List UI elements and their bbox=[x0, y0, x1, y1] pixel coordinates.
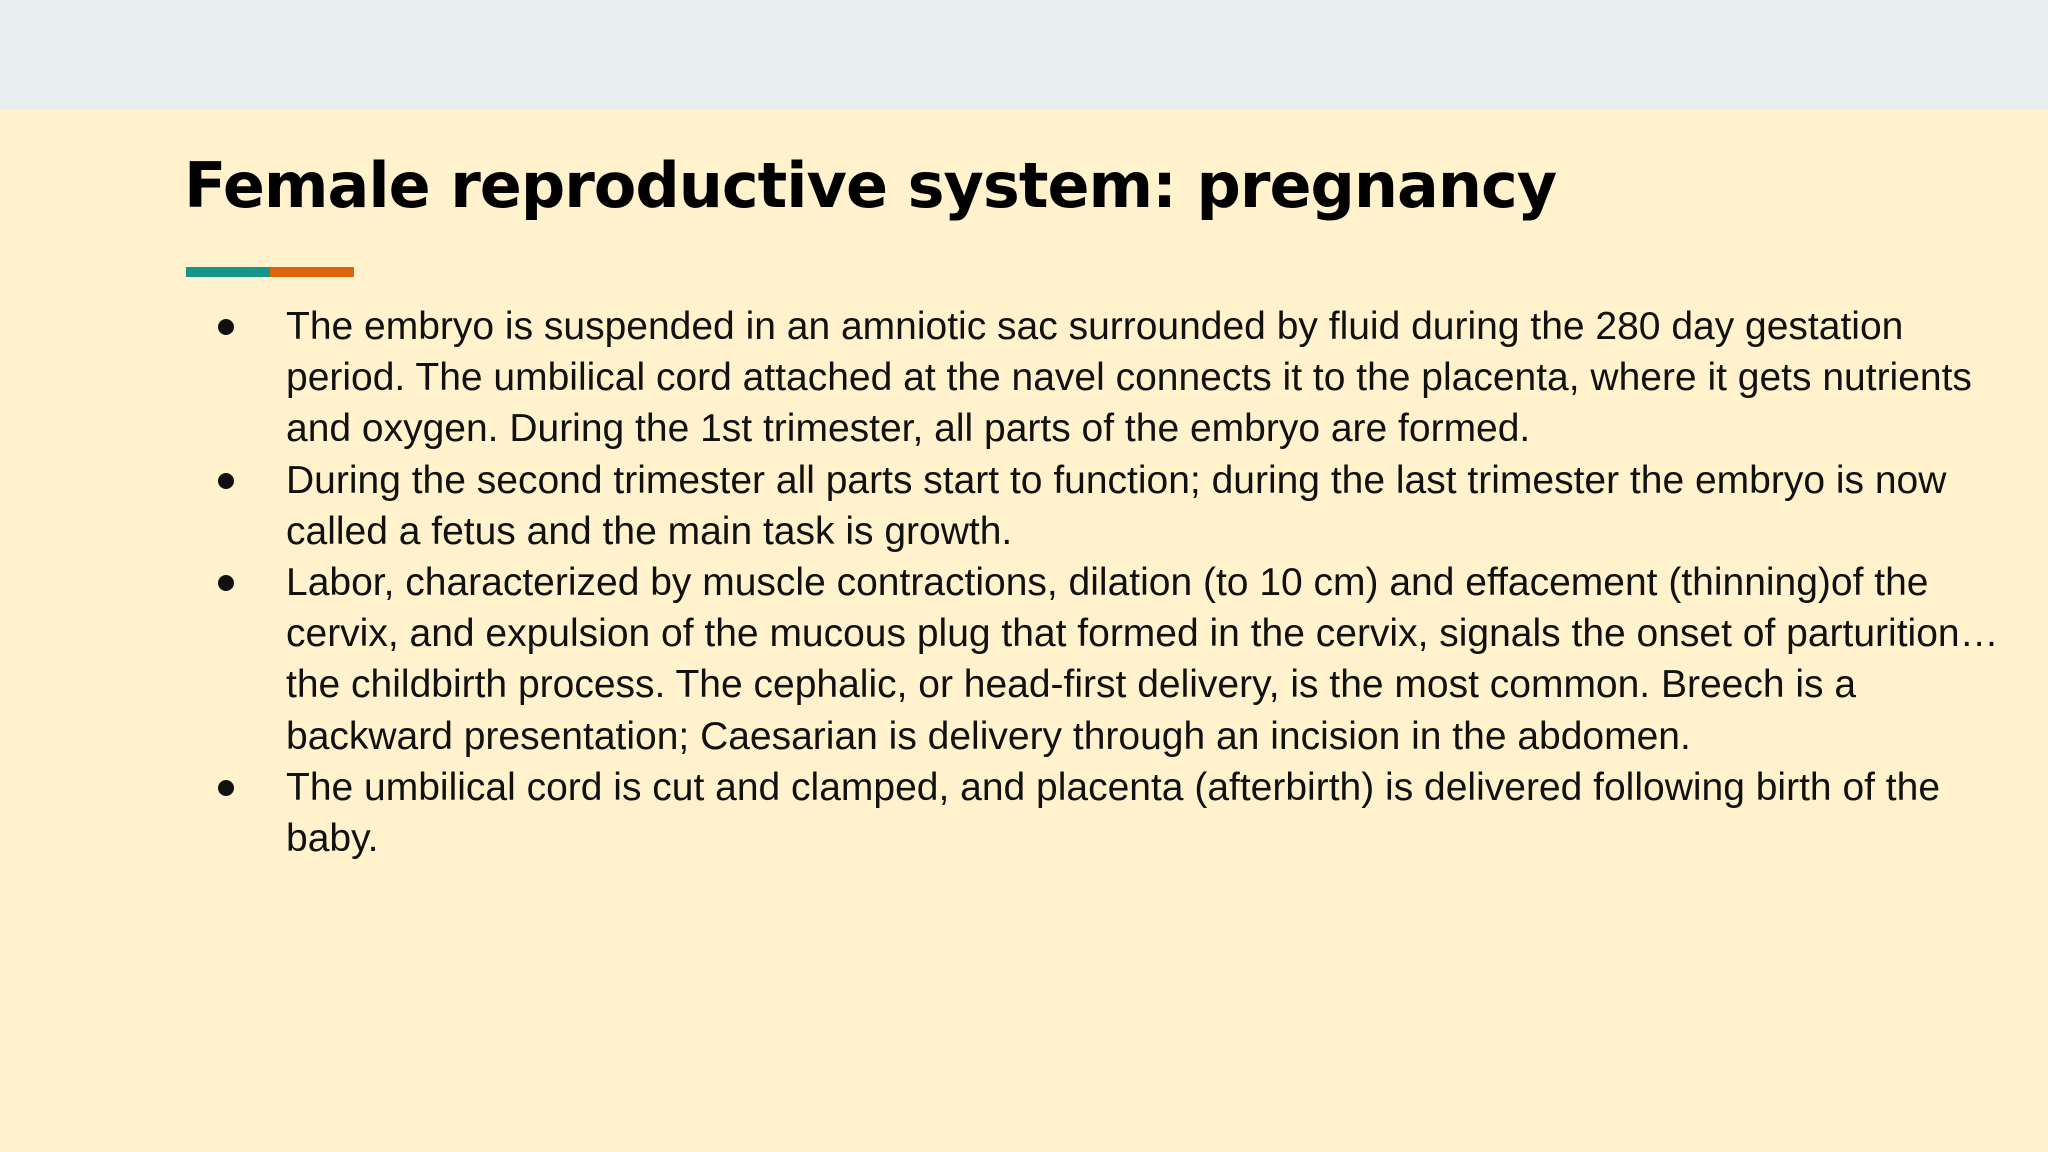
top-band bbox=[0, 0, 2048, 109]
slide bbox=[0, 109, 2048, 1152]
bullet-item bbox=[214, 762, 2004, 864]
bullet-dot-icon bbox=[218, 319, 234, 335]
bullet-dot-icon bbox=[218, 575, 234, 591]
bullet-dot-icon bbox=[218, 780, 234, 796]
bullet-text: Labor, characterized by muscle contractions, dilation (to 10 cm) and effacement (thinning)of the cervix, and expulsion of the mucous plug that formed in the cervix, signals the onset of parturition… the childbirth process. The cephalic, or head-first delivery, is the most common. Breech is a backward presentation; Caesarian is delivery through an incision in the abdomen. bbox=[286, 561, 1999, 758]
bullet-text: The embryo is suspended in an amniotic sac surrounded by fluid during the 280 day gestation period. The umbilical cord attached at the navel connects it to the placenta, where it gets nutrients and oxygen. During the 1st trimester, all parts of the embryo are formed. bbox=[286, 305, 1972, 451]
bullet-dot-icon bbox=[218, 473, 234, 489]
slide-title: Female reproductive system: pregnancy bbox=[184, 149, 1557, 222]
bullet-text: The umbilical cord is cut and clamped, and placenta (afterbirth) is delivered following birth of the baby. bbox=[286, 765, 1941, 861]
title-accent-bar bbox=[186, 267, 354, 277]
bullet-item bbox=[214, 455, 2004, 557]
bullet-text: During the second trimester all parts start to function; during the last trimester the embryo is now called a fetus and the main task is growth. bbox=[286, 458, 1947, 553]
bullet-item bbox=[214, 301, 2004, 455]
bullet-item bbox=[214, 557, 2004, 762]
bullet-list bbox=[214, 301, 2004, 864]
accent-segment-teal bbox=[186, 267, 270, 277]
accent-segment-orange bbox=[270, 267, 354, 277]
